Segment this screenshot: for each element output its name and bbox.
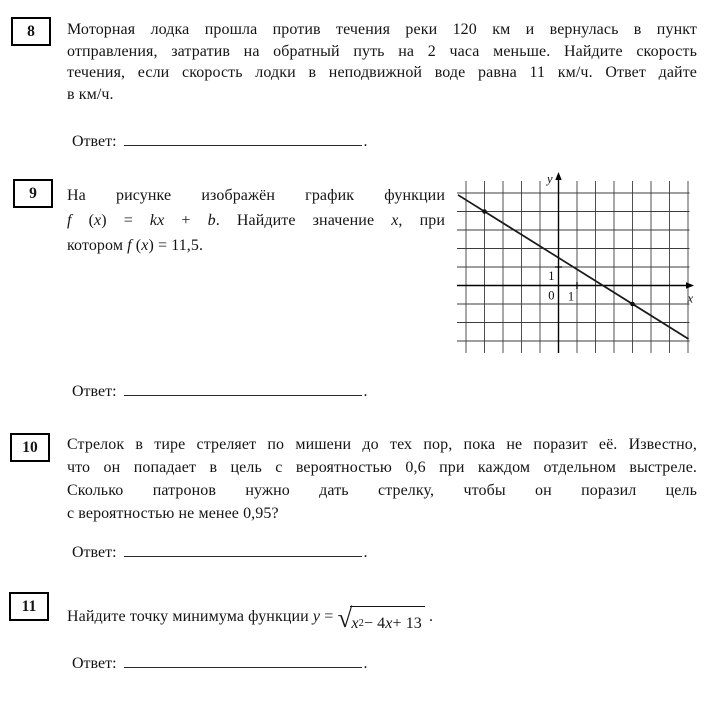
answer-period: .: [363, 655, 368, 672]
problem-number-label: 11: [21, 597, 37, 615]
answer-label: Ответ:: [72, 655, 117, 672]
problem-10-text: [67, 433, 697, 525]
function-graph: [454, 170, 696, 358]
y-unit-label: 1: [548, 269, 555, 283]
problem-10-answer: [72, 541, 368, 562]
problem-8-number: [11, 17, 51, 46]
problem-number-label: 8: [27, 22, 35, 40]
problem-11-number: [9, 592, 49, 621]
text-line: f (x) = kx + b. Найдите значение x, при: [67, 212, 445, 229]
answer-label: Ответ:: [72, 383, 117, 400]
problem-11-answer: [72, 652, 368, 673]
problem-10-number: [10, 433, 50, 462]
text-line: Сколько патронов нужно дать стрелку, чтобы он поразил цель: [67, 482, 697, 499]
x-axis-arrow: [686, 282, 694, 288]
answer-period: .: [363, 133, 368, 150]
answer-blank: [124, 652, 362, 668]
answer-label: Ответ:: [72, 133, 117, 150]
answer-blank: [124, 380, 362, 396]
text-line: с вероятностью не менее 0,95?: [67, 505, 279, 522]
problem-number-label: 9: [29, 184, 37, 202]
function-graph-svg: [454, 170, 696, 358]
problem-8-text: [67, 19, 697, 105]
problem-9-number: [13, 179, 53, 208]
text-line: Найдите точку минимума функции y = √ x 2 − 4 x + 13 .: [67, 601, 697, 640]
square-root-expression: √ x 2 − 4 x + 13: [337, 606, 424, 640]
answer-label: Ответ:: [72, 544, 117, 561]
origin-label: 0: [548, 288, 555, 303]
text-line: котором f (x) = 11,5.: [67, 237, 204, 254]
y-axis-arrow: [555, 172, 561, 180]
problem-9-answer: [72, 380, 368, 401]
lattice-point: [482, 209, 487, 214]
lattice-point: [630, 302, 635, 307]
answer-period: .: [363, 383, 368, 400]
x-axis-label: x: [687, 291, 693, 306]
text-line: Моторная лодка прошла против течения реки 120 км и вернулась в пункт: [67, 21, 697, 38]
text-line: На рисунке изображён график функции: [67, 187, 445, 204]
answer-blank: [124, 541, 362, 557]
text-line: отправления, затратив на обратный путь на 2 часа меньше. Найдите скорость: [67, 42, 697, 60]
problem-8-answer: [72, 130, 368, 151]
text-line: в км/ч.: [67, 85, 114, 103]
y-axis-label: y: [546, 172, 553, 186]
answer-blank: [124, 130, 362, 146]
problem-number-label: 10: [22, 438, 38, 456]
answer-period: .: [363, 544, 368, 561]
text-line: Стрелок в тире стреляет по мишени до тех пор, пока не поразит её. Известно,: [67, 436, 697, 453]
problem-9-text: [67, 183, 445, 258]
problem-11-text: [67, 601, 697, 640]
x-unit-label: 1: [567, 289, 575, 304]
text-line: течения, если скорость лодки в неподвижной воде равна 11 км/ч. Ответ дайте: [67, 64, 697, 81]
text-line: что он попадает в цель с вероятностью 0,6 при каждом отдельном выстреле.: [67, 459, 697, 476]
